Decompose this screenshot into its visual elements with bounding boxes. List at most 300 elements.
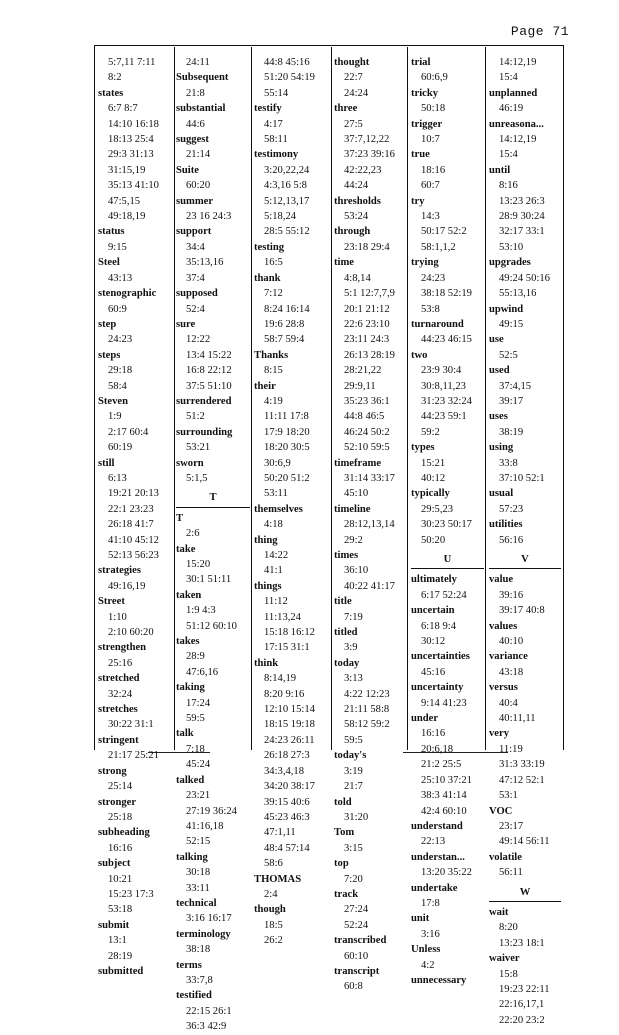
index-term: terminology	[176, 928, 231, 940]
index-entry	[254, 379, 330, 502]
page-line-reference: 40:10	[499, 636, 524, 648]
column-divider	[485, 47, 486, 750]
page-line-reference: 30:6,9	[264, 457, 291, 469]
index-entry	[334, 887, 406, 933]
page-line-reference: 26:18 41:7	[108, 519, 154, 531]
index-term: very	[489, 728, 509, 740]
page-line-reference: 5:7,11 7:11	[108, 57, 156, 68]
index-entry	[254, 902, 330, 948]
index-term: Unless	[411, 944, 441, 956]
page-line-reference: 23:21	[186, 790, 211, 802]
page-line-reference: 28:9 30:24	[499, 211, 545, 223]
index-term: talking	[176, 851, 208, 863]
index-column-2	[176, 55, 250, 1035]
page-line-reference: 50:17 52:2	[421, 226, 467, 238]
page-line-reference: 41:1	[264, 565, 283, 577]
index-term: Steel	[98, 257, 120, 269]
index-term: times	[334, 550, 359, 561]
page-line-reference: 5:12,13,17	[264, 195, 310, 207]
index-term: Tom	[334, 827, 355, 839]
page-line-reference: 56:11	[499, 867, 523, 879]
page-line-reference: 14:12,19	[499, 134, 537, 146]
index-term: thresholds	[334, 195, 381, 207]
page-line-reference: 22:6 23:10	[344, 318, 390, 330]
index-entry	[334, 856, 406, 887]
page-number: Page 71	[510, 24, 569, 39]
index-term: VOC	[489, 805, 513, 817]
index-entry	[489, 55, 561, 86]
page-line-reference: 45:16	[421, 666, 446, 678]
page-line-reference: 18:16	[421, 164, 446, 176]
index-term: values	[489, 620, 518, 632]
index-entry	[254, 101, 330, 147]
page-line-reference: 52:15	[186, 836, 211, 848]
page-line-reference: 3:16	[421, 928, 440, 940]
index-entry	[176, 542, 250, 588]
page-line-reference: 16:8 22:12	[186, 365, 232, 377]
page-line-reference: 8:24 16:14	[264, 303, 310, 315]
index-term: step	[98, 318, 117, 330]
page-line-reference: 53:11	[264, 488, 288, 500]
page-line-reference: 53:8	[421, 303, 440, 315]
page-line-reference: 42:4 60:10	[421, 805, 467, 817]
page-line-reference: 59:5	[186, 713, 205, 725]
page-line-reference: 3:16 16:17	[186, 913, 232, 925]
index-entry	[98, 764, 172, 795]
page-line-reference: 6:13	[108, 472, 127, 484]
index-term: variance	[489, 651, 528, 663]
page-line-reference: 22:15 26:1	[186, 1005, 232, 1017]
index-column-3	[254, 55, 330, 949]
page-line-reference: 33:7,8	[186, 974, 213, 986]
index-entry	[411, 348, 484, 440]
page-line-reference: 23 16 24:3	[186, 211, 232, 223]
index-term: subheading	[98, 827, 150, 839]
index-entry	[176, 55, 250, 70]
page-line-reference: 30:8,11,23	[421, 380, 466, 392]
page-line-reference: 51:12 60:10	[186, 620, 237, 632]
index-term: summer	[176, 195, 214, 207]
index-term: testified	[176, 990, 212, 1002]
index-term: time	[334, 257, 354, 269]
page-line-reference: 22:7	[344, 72, 363, 84]
index-term: transcribed	[334, 935, 387, 947]
page-line-reference: 43:13	[108, 272, 133, 284]
index-term: understand	[411, 820, 463, 832]
page-line-reference: 29:5,23	[421, 503, 454, 515]
index-entry	[411, 603, 484, 649]
index-term: Thanks	[254, 349, 289, 361]
index-entry	[334, 825, 406, 856]
page-line-reference: 21:2 25:5	[421, 759, 462, 771]
page-line-reference: 13:20 35:22	[421, 867, 472, 879]
page-line-reference: 4:18	[264, 519, 283, 531]
page-line-reference: 7:20	[344, 873, 363, 885]
index-entry	[254, 502, 330, 533]
letter-heading: V	[489, 552, 561, 569]
page-line-reference: 51:2	[186, 411, 205, 423]
index-term: surrounding	[176, 426, 233, 438]
letter-heading: T	[176, 490, 250, 507]
page-line-reference: 38:18 52:19	[421, 288, 472, 300]
index-entry	[98, 671, 172, 702]
index-term: title	[334, 596, 352, 608]
index-term: THOMAS	[254, 873, 302, 885]
index-term: strategies	[98, 565, 141, 577]
index-term: testify	[254, 103, 282, 115]
page-line-reference: 12:10 15:14	[264, 704, 315, 716]
page-line-reference: 15:23 17:3	[108, 888, 154, 900]
page-line-reference: 6:18 9:4	[421, 620, 457, 632]
page-line-reference: 38:18	[186, 944, 211, 956]
index-entry	[411, 194, 484, 256]
page-line-reference: 21:11 58:8	[344, 704, 390, 716]
index-term: understan...	[411, 851, 465, 863]
page-line-reference: 53:10	[499, 241, 524, 253]
index-term: titled	[334, 627, 358, 639]
index-term: testimony	[254, 149, 299, 161]
page-line-reference: 5:18,24	[264, 211, 297, 223]
letter-heading: W	[489, 885, 561, 902]
index-entry	[334, 224, 406, 255]
index-term: told	[334, 796, 352, 808]
page-line-reference: 37:10 52:1	[499, 472, 545, 484]
index-term: testing	[254, 241, 285, 253]
index-term: substantial	[176, 103, 226, 115]
index-entry	[489, 440, 561, 486]
page-line-reference: 47:12 52:1	[499, 774, 545, 786]
index-entry	[254, 533, 330, 579]
index-entry	[98, 795, 172, 826]
page-line-reference: 16:16	[421, 728, 446, 740]
page-line-reference: 24:23	[421, 272, 446, 284]
page-line-reference: 27:24	[344, 904, 369, 916]
page-line-reference: 39:15 40:6	[264, 796, 310, 808]
index-column-4	[334, 55, 406, 995]
index-entry	[334, 101, 406, 193]
index-entry	[176, 286, 250, 317]
index-term: track	[334, 888, 359, 900]
page-line-reference: 37:5 51:10	[186, 380, 232, 392]
index-entry	[489, 363, 561, 409]
page-line-reference: 44:23 59:1	[421, 411, 467, 423]
page-line-reference: 9:14 41:23	[421, 697, 467, 709]
index-entry	[411, 117, 484, 148]
page-line-reference: 3:15	[344, 842, 363, 854]
index-term: sure	[176, 318, 196, 330]
page-line-reference: 11:19	[499, 743, 523, 755]
index-term: Subsequent	[176, 72, 229, 84]
page-line-reference: 38:3 41:14	[421, 790, 467, 802]
page-line-reference: 8:14,19	[264, 673, 297, 685]
index-term: Steven	[98, 395, 129, 407]
page-line-reference: 39:16	[499, 589, 524, 601]
page-line-reference: 41:10 45:12	[108, 534, 159, 546]
page-line-reference: 57:23	[499, 503, 524, 515]
page-line-reference: 33:8	[499, 457, 518, 469]
page-line-reference: 44:6	[186, 118, 205, 130]
index-term: uncertain	[411, 605, 455, 617]
page-line-reference: 51:20 54:19	[264, 72, 315, 84]
index-term: stretches	[98, 704, 138, 716]
page-line-reference: 49:24 50:16	[499, 272, 550, 284]
index-entry	[411, 86, 484, 117]
page-line-reference: 37:4	[186, 272, 205, 284]
page-line-reference: 22:20 23:2	[499, 1014, 545, 1026]
index-entry	[98, 856, 172, 918]
page-line-reference: 10:21	[108, 873, 133, 885]
index-entry	[254, 147, 330, 239]
index-term: strong	[98, 765, 127, 777]
index-term: surrendered	[176, 395, 232, 407]
index-entry	[98, 918, 172, 964]
frame-top-rule	[94, 45, 564, 46]
index-entry	[411, 317, 484, 348]
page-line-reference: 50:20	[421, 534, 446, 546]
index-entry	[98, 224, 172, 255]
page-line-reference: 31:15,19	[108, 164, 146, 176]
page-line-reference: 18:15 19:18	[264, 719, 315, 731]
page-line-reference: 39:17	[499, 395, 524, 407]
page-line-reference: 32:17 33:1	[499, 226, 545, 238]
page-line-reference: 58:7 59:4	[264, 334, 305, 346]
index-entry	[176, 194, 250, 225]
index-term: trial	[411, 57, 431, 68]
index-term: stenographic	[98, 288, 157, 300]
page-line-reference: 29:2	[344, 534, 363, 546]
page-line-reference: 15:21	[421, 457, 446, 469]
page-line-reference: 13:4 15:22	[186, 349, 232, 361]
index-entry	[334, 748, 406, 794]
page-line-reference: 52:10 59:5	[344, 442, 390, 454]
page-line-reference: 5:1,5	[186, 472, 208, 484]
index-entry	[489, 332, 561, 363]
index-entry	[489, 850, 561, 881]
page-line-reference: 53:18	[108, 904, 133, 916]
index-term: uses	[489, 411, 508, 423]
index-term: two	[411, 349, 428, 361]
page-line-reference: 4:8,14	[344, 272, 371, 284]
index-entry	[176, 634, 250, 680]
page-line-reference: 59:5	[344, 734, 363, 746]
page-line-reference: 40:4	[499, 697, 518, 709]
index-entry	[176, 958, 250, 989]
page-line-reference: 2:10 60:20	[108, 627, 154, 639]
index-term: timeframe	[334, 457, 382, 469]
page-line-reference: 3:20,22,24	[264, 164, 310, 176]
index-term: waiver	[489, 953, 520, 965]
index-entry	[98, 55, 172, 86]
page-line-reference: 11:13,24	[264, 611, 301, 623]
page-line-reference: 3:13	[344, 673, 363, 685]
index-entry	[489, 163, 561, 255]
frame-right-rule	[563, 45, 564, 750]
index-entry	[334, 548, 406, 594]
index-entry	[176, 394, 250, 425]
page-line-reference: 34:20 38:17	[264, 781, 315, 793]
index-term: their	[254, 380, 276, 392]
index-term: stretched	[98, 673, 140, 685]
index-term: used	[489, 365, 510, 377]
index-column-6	[489, 55, 561, 1028]
page-line-reference: 5:1 12:7,7,9	[344, 288, 395, 300]
index-entry	[334, 656, 406, 748]
page-line-reference: 52:24	[344, 919, 369, 931]
page-line-reference: 43:18	[499, 666, 524, 678]
page-line-reference: 53:1	[499, 790, 518, 802]
page-line-reference: 4:19	[264, 395, 283, 407]
index-entry	[489, 517, 561, 548]
page-line-reference: 47:6,16	[186, 666, 219, 678]
page-line-reference: 34:3,4,18	[264, 765, 305, 777]
index-term: top	[334, 858, 349, 870]
index-term: upwind	[489, 303, 524, 315]
index-term: think	[254, 657, 279, 669]
index-term: supposed	[176, 288, 218, 300]
index-entry	[254, 55, 330, 101]
page-line-reference: 46:24 50:2	[344, 426, 390, 438]
page-line-reference: 18:13 25:4	[108, 134, 154, 146]
index-term: true	[411, 149, 430, 161]
page-line-reference: 30:1 51:11	[186, 574, 232, 586]
index-column-5	[411, 55, 484, 988]
page-line-reference: 20:6,18	[421, 743, 454, 755]
page-line-reference: 17:24	[186, 697, 211, 709]
page-line-reference: 4:3,16 5:8	[264, 180, 307, 192]
page-line-reference: 53:24	[344, 211, 369, 223]
page-line-reference: 13:23 18:1	[499, 937, 545, 949]
index-entry	[334, 456, 406, 502]
index-entry	[254, 271, 330, 348]
index-term: still	[98, 457, 115, 469]
page-line-reference: 25:16	[108, 657, 133, 669]
page-line-reference: 25:18	[108, 811, 133, 823]
page-line-reference: 30:23 50:17	[421, 519, 472, 531]
page-line-reference: 60:7	[421, 180, 440, 192]
page-line-reference: 30:18	[186, 867, 211, 879]
page-line-reference: 52:5	[499, 349, 518, 361]
page-line-reference: 47:1,11	[264, 827, 296, 839]
index-entry	[98, 594, 172, 640]
index-term: suggest	[176, 134, 209, 146]
page-line-reference: 17:9 18:20	[264, 426, 310, 438]
index-entry	[489, 649, 561, 680]
index-entry	[489, 86, 561, 117]
index-term: transcript	[334, 965, 380, 977]
page-line-reference: 15:18 16:12	[264, 627, 315, 639]
index-term: taking	[176, 682, 205, 694]
frame-left-rule	[94, 45, 95, 750]
index-term: taken	[176, 589, 202, 601]
page-line-reference: 7:19	[344, 611, 363, 623]
index-term: states	[98, 87, 124, 99]
index-term: terms	[176, 959, 202, 971]
index-entry	[176, 773, 250, 850]
index-entry	[176, 511, 250, 542]
page-line-reference: 58:1,1,2	[421, 241, 456, 253]
page-line-reference: 59:2	[421, 426, 440, 438]
page-line-reference: 28:12,13,14	[344, 519, 395, 531]
page-line-reference: 14:3	[421, 211, 440, 223]
index-term: value	[489, 574, 514, 586]
index-entry	[489, 726, 561, 803]
index-term: today's	[334, 750, 367, 762]
page-line-reference: 7:12	[264, 288, 283, 300]
page-line-reference: 15:8	[499, 968, 518, 980]
index-entry	[489, 117, 561, 163]
page-line-reference: 21:7	[344, 781, 363, 793]
index-term: typically	[411, 488, 450, 500]
index-term: submit	[98, 919, 130, 931]
index-term: talk	[176, 728, 194, 740]
column-divider	[251, 47, 252, 750]
index-term: strengthen	[98, 642, 147, 654]
page-line-reference: 45:24	[186, 759, 211, 771]
index-term: under	[411, 713, 439, 725]
page-line-reference: 28:21,22	[344, 365, 382, 377]
page-line-reference: 52:13 56:23	[108, 550, 159, 561]
index-entry	[98, 394, 172, 456]
index-entry	[98, 640, 172, 671]
page-line-reference: 52:4	[186, 303, 205, 315]
page-line-reference: 10:7	[421, 134, 440, 146]
index-term: types	[411, 442, 435, 454]
page-line-reference: 34:4	[186, 241, 205, 253]
page-line-reference: 19:21 20:13	[108, 488, 159, 500]
index-entry	[176, 132, 250, 163]
index-entry	[411, 55, 484, 86]
index-term: usual	[489, 488, 514, 500]
page-line-reference: 22:1 23:23	[108, 503, 154, 515]
page-line-reference: 25:14	[108, 781, 133, 793]
page-line-reference: 30:22 31:1	[108, 719, 154, 731]
page-line-reference: 60:6,9	[421, 72, 448, 84]
index-entry	[98, 733, 172, 764]
index-entry	[176, 896, 250, 927]
page-line-reference: 44:24	[344, 180, 369, 192]
index-term: talked	[176, 774, 205, 786]
page-line-reference: 22:16,17,1	[499, 999, 545, 1011]
index-term: use	[489, 334, 504, 346]
index-entry	[98, 702, 172, 733]
index-entry	[334, 502, 406, 548]
page-line-reference: 1:10	[108, 611, 127, 623]
index-term: stringent	[98, 734, 139, 746]
page-line-reference: 29:18	[108, 365, 133, 377]
index-term: Suite	[176, 164, 199, 176]
index-term: try	[411, 195, 425, 207]
page-line-reference: 17:8	[421, 897, 440, 909]
page-line-reference: 8:20	[499, 922, 518, 934]
index-entry	[411, 255, 484, 317]
page-line-reference: 13:23 26:3	[499, 195, 545, 207]
page-line-reference: 19:23 22:11	[499, 983, 550, 995]
page-line-reference: 49:18,19	[108, 211, 146, 223]
page-line-reference: 21:14	[186, 149, 211, 161]
index-term: today	[334, 657, 360, 669]
page-line-reference: 22:13	[421, 836, 446, 848]
index-entry	[334, 194, 406, 225]
index-term: unreasona...	[489, 118, 544, 130]
index-term: technical	[176, 897, 217, 909]
index-term: three	[334, 103, 358, 115]
page-line-reference: 20:1 21:12	[344, 303, 390, 315]
index-term: thought	[334, 57, 370, 68]
index-entry	[176, 988, 250, 1034]
page-line-reference: 37:4,15	[499, 380, 532, 392]
index-entry	[98, 255, 172, 286]
index-term: ultimately	[411, 574, 457, 586]
